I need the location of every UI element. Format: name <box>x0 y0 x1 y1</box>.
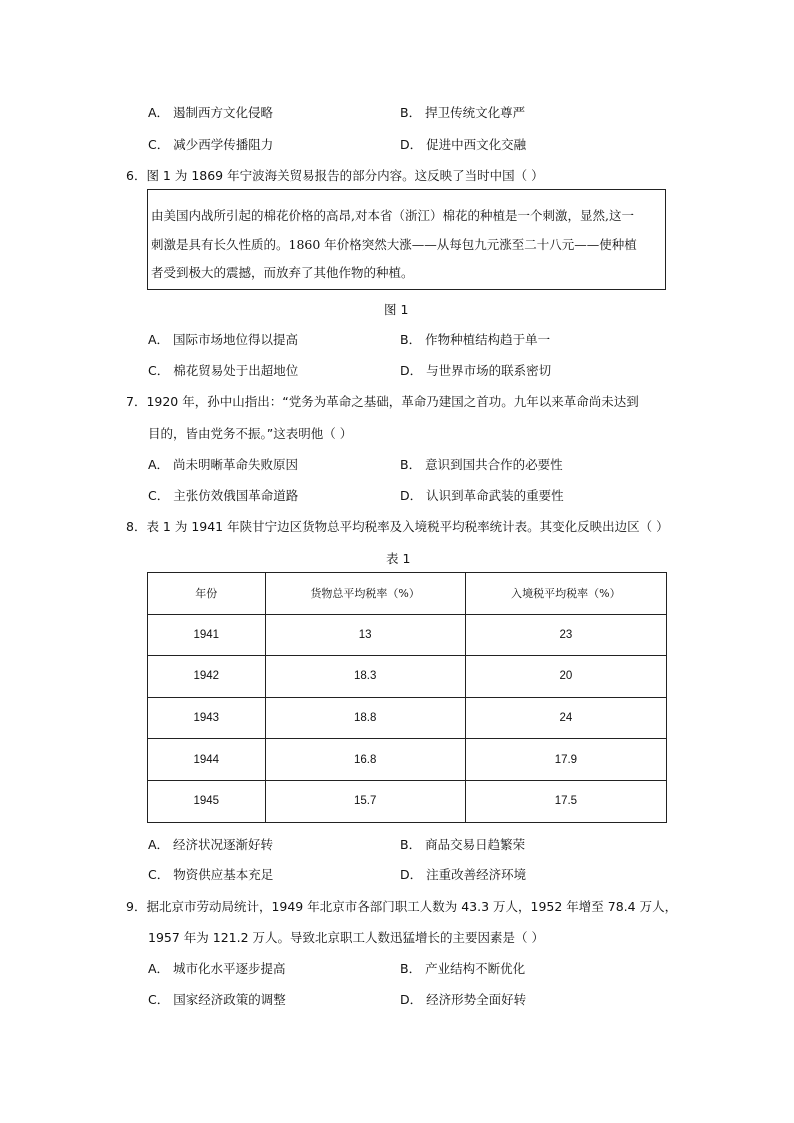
q9-stem-line2: 1957 年为 121.2 万人。导致北京职工人数迅猛增长的主要因素是（ ） <box>148 930 544 945</box>
table-row <box>148 697 667 739</box>
q7-stem-line1: 7．1920 年，孙中山指出：“党务为革命之基础，革命乃建国之首功。九年以来革命尚未达到 <box>126 394 639 409</box>
option-text: 经济状况逐渐好转 <box>173 837 274 852</box>
cell-goods-rate: 18.3 <box>265 656 465 698</box>
q6-option-b[interactable] <box>400 330 550 348</box>
option-text: 国际市场地位得以提高 <box>173 332 299 347</box>
option-letter: C． <box>148 363 170 378</box>
cell-year: 1941 <box>148 614 266 656</box>
option-letter: A． <box>148 457 170 472</box>
option-text: 棉花贸易处于出超地位 <box>173 363 299 378</box>
cell-entry-rate: 24 <box>465 697 666 739</box>
cell-goods-rate: 13 <box>265 614 465 656</box>
header-entry-rate: 入境税平均税率（%） <box>465 573 666 615</box>
option-text: 遏制西方文化侵略 <box>173 105 274 120</box>
option-letter: A． <box>148 837 170 852</box>
option-letter: D． <box>400 488 423 503</box>
table-caption: 表 1 <box>386 551 411 566</box>
option-letter: B． <box>400 105 422 120</box>
q9-option-c[interactable] <box>148 990 286 1008</box>
option-text: 国家经济政策的调整 <box>173 992 286 1007</box>
option-letter: B． <box>400 457 422 472</box>
option-text: 产业结构不断优化 <box>425 961 526 976</box>
cell-year: 1943 <box>148 697 266 739</box>
option-text: 减少西学传播阻力 <box>173 137 274 152</box>
option-text: 注重改善经济环境 <box>426 867 527 882</box>
option-letter: D． <box>400 867 423 882</box>
q6-option-a[interactable] <box>148 330 298 348</box>
option-letter: D． <box>400 363 423 378</box>
option-letter: A． <box>148 332 170 347</box>
option-text: 城市化水平逐步提高 <box>173 961 286 976</box>
q8-stem: 8．表 1 为 1941 年陕甘宁边区货物总平均税率及入境税平均税率统计表。其变化反映出边区（ ） <box>126 519 669 534</box>
option-text: 作物种植结构趋于单一 <box>425 332 551 347</box>
option-letter: D． <box>400 992 423 1007</box>
q8-option-c[interactable] <box>148 865 273 883</box>
q9-option-b[interactable] <box>400 959 525 977</box>
option-letter: A． <box>148 105 170 120</box>
option-letter: C． <box>148 867 170 882</box>
header-goods-rate: 货物总平均税率（%） <box>265 573 465 615</box>
table-row <box>148 739 667 781</box>
quote-line: 者受到极大的震撼，而放弃了其他作物的种植。 <box>151 265 414 280</box>
option-text: 促进中西文化交融 <box>426 137 527 152</box>
table-row <box>148 614 667 656</box>
cell-entry-rate: 17.5 <box>465 780 666 822</box>
q5-option-d[interactable] <box>400 135 526 153</box>
cell-goods-rate: 18.8 <box>265 697 465 739</box>
q9-option-d[interactable] <box>400 990 526 1008</box>
cell-year: 1944 <box>148 739 266 781</box>
option-letter: B． <box>400 332 422 347</box>
table-row <box>148 656 667 698</box>
option-text: 物资供应基本充足 <box>173 867 274 882</box>
q7-option-c[interactable] <box>148 486 298 504</box>
q7-option-a[interactable] <box>148 455 298 473</box>
cell-year: 1945 <box>148 780 266 822</box>
q8-option-a[interactable] <box>148 835 273 853</box>
tax-rate-table <box>147 572 667 823</box>
quote-line: 由美国内战所引起的棉花价格的高昂,对本省（浙江）棉花的种植是一个刺激，显然,这一 <box>151 208 634 223</box>
cell-year: 1942 <box>148 656 266 698</box>
q8-option-d[interactable] <box>400 865 526 883</box>
figure-caption: 图 1 <box>384 302 409 317</box>
q6-option-d[interactable] <box>400 361 551 379</box>
header-year: 年份 <box>148 573 266 615</box>
option-letter: B． <box>400 961 422 976</box>
option-text: 主张仿效俄国革命道路 <box>173 488 299 503</box>
q6-stem: 6．图 1 为 1869 年宁波海关贸易报告的部分内容。这反映了当时中国（ ） <box>126 168 544 183</box>
q6-option-c[interactable] <box>148 361 298 379</box>
option-letter: A． <box>148 961 170 976</box>
quote-line: 刺激是具有长久性质的。1860 年价格突然大涨——从每包九元涨至二十八元——使种植 <box>151 237 637 252</box>
option-text: 尚未明晰革命失败原因 <box>173 457 299 472</box>
q5-option-c[interactable] <box>148 135 273 153</box>
option-text: 商品交易日趋繁荣 <box>425 837 526 852</box>
option-letter: C． <box>148 137 170 152</box>
q5-option-b[interactable] <box>400 103 525 121</box>
option-text: 认识到革命武装的重要性 <box>426 488 564 503</box>
option-letter: C． <box>148 992 170 1007</box>
option-text: 经济形势全面好转 <box>426 992 527 1007</box>
q5-option-a[interactable] <box>148 103 273 121</box>
q7-stem-line2: 目的，皆由党务不振。”这表明他（ ） <box>148 426 353 441</box>
cell-goods-rate: 15.7 <box>265 780 465 822</box>
q8-option-b[interactable] <box>400 835 525 853</box>
q9-stem-line1: 9．据北京市劳动局统计，1949 年北京市各部门职工人数为 43.3 万人，1952 年增至 78.4 万人， <box>126 899 678 914</box>
table-row <box>148 780 667 822</box>
q7-option-b[interactable] <box>400 455 563 473</box>
cell-goods-rate: 16.8 <box>265 739 465 781</box>
cell-entry-rate: 17.9 <box>465 739 666 781</box>
option-letter: C． <box>148 488 170 503</box>
option-letter: B． <box>400 837 422 852</box>
q9-option-a[interactable] <box>148 959 286 977</box>
option-letter: D． <box>400 137 423 152</box>
cell-entry-rate: 23 <box>465 614 666 656</box>
option-text: 捍卫传统文化尊严 <box>425 105 526 120</box>
q7-option-d[interactable] <box>400 486 564 504</box>
table-header-row <box>148 573 667 615</box>
option-text: 意识到国共合作的必要性 <box>425 457 563 472</box>
option-text: 与世界市场的联系密切 <box>426 363 552 378</box>
cell-entry-rate: 20 <box>465 656 666 698</box>
q6-quote-box <box>147 189 666 290</box>
